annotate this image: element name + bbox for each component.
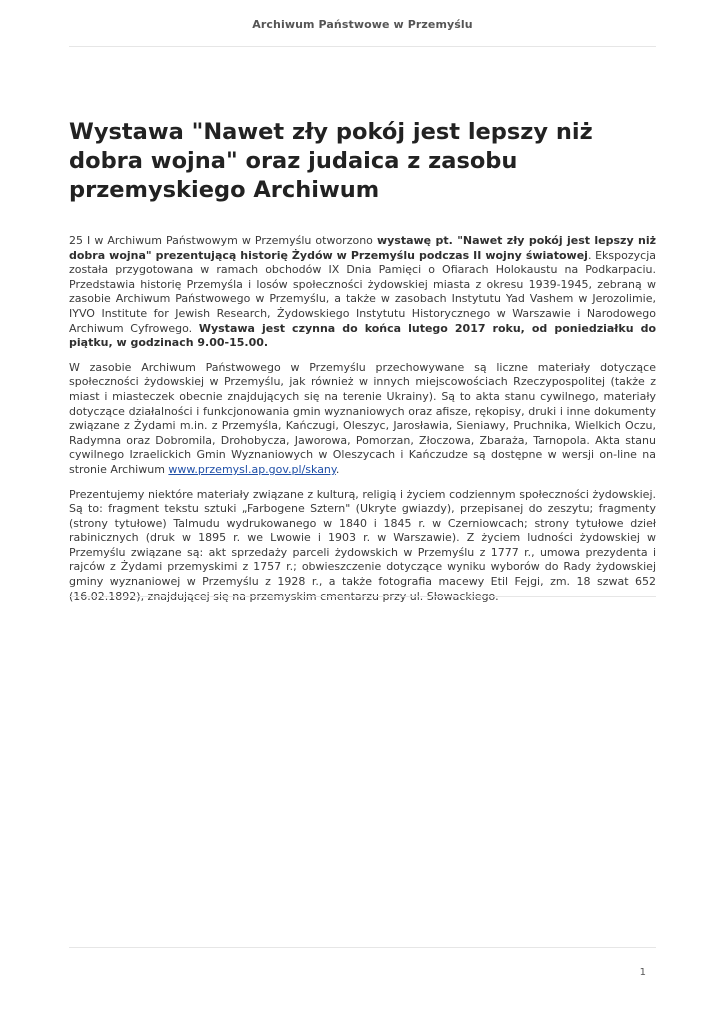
paragraph-text: Prezentujemy niektóre materiały związane z kulturą, religią i życiem codziennym społeczności żydowskiej. Są to: fragment tekstu sztuki „Farbogene Sztern" (Ukryte gwiazdy), przepisanej do zeszytu; fragmenty (strony tytułowe) Talmudu wydrukowanego w 1840 i 1845 r. w Czerniowcach; strony tytułowe dzieł rabinicznych (druk w 1895 r. we Lwowie i 1903 r. w Warszawie). Z życiem ludności żydowskiej w Przemyślu związane są: akt sprzedaży parceli żydowskich w Przemyślu z 1777 r., umowa prezydenta i rajców z Żydami przemyskimi z 1757 r.; obwieszczenie dotyczące wyniku wyborów do Rady żydowskiej gminy wyznaniowej w Przemyślu z 1928 r., a także fotografia macewy Etil Fejgi, zm. 18 szwat 652 (16.02.1892), znajdującej się na przemyskim cmentarzu przy ul. Słowackiego. bbox=[69, 487, 656, 603]
article-paragraph-3 bbox=[69, 488, 656, 605]
paragraph-text: 25 I w Archiwum Państwowym w Przemyślu otworzono bbox=[69, 234, 377, 247]
article-paragraph-1 bbox=[69, 234, 656, 351]
paragraph-text: . Ekspozycja została przygotowana w ramach obchodów IX Dnia Pamięci o Ofiarach Holokaustu na Podkarpaciu. Przedstawia historię Przemyśla i losów społeczności żydowskiej miasta z okresu 1939-1945, zebraną w zasobie Archiwum Państwowego w Przemyślu, a także w zasobach Instytutu Yad Vashem w Jerozolimie, IYVO Institute for Jewish Research, Żydowskiego Instytutu Historycznego w Warszawie i Narodowego Archiwum Cyfrowego. bbox=[69, 248, 656, 335]
article-title: Wystawa "Nawet zły pokój jest lepszy niż dobra wojna" oraz judaica z zasobu przemyskiego Archiwum bbox=[69, 119, 593, 203]
paragraph-bold-text: Wystawa jest czynna do końca lutego 2017 roku, od poniedziałku do piątku, w godzinach 9.00-15.00. bbox=[69, 321, 656, 350]
page-header bbox=[69, 0, 656, 47]
footer-divider bbox=[69, 947, 656, 948]
article-paragraph-2 bbox=[69, 361, 656, 478]
content-divider bbox=[69, 596, 656, 597]
paragraph-text: . bbox=[335, 462, 340, 476]
paragraph-text: W zasobie Archiwum Państwowego w Przemyślu przechowywane są liczne materiały dotyczące społeczności żydowskiej w Przemyślu, jak również w innych miejscowościach Rzeczypospolitej (także z miast i miasteczek obecnie znajdujących się na terenie Ukrainy). Są to akta stanu cywilnego, materiały dotyczące działalności i funkcjonowania gmin wyznaniowych oraz afisze, rękopisy, druki i inne dokumenty związane z Żydami m.in. z Przemyśla, Kańczugi, Oleszyc, Jarosławia, Sieniawy, Pruchnika, Wielkich Oczu, Radymna oraz Dobromila, Drohobycza, Jaworowa, Pomorzan, Złoczowa, Zbaraża, Tarnopola. Akta stanu cywilnego Izraelickich Gmin Wyznaniowych w Oleszycach i Kańczudze są dostępne w wersji on-line na stronie Archiwum bbox=[69, 360, 656, 476]
page-number: 1 bbox=[639, 967, 646, 978]
header-title: Archiwum Państwowe w Przemyślu bbox=[252, 18, 473, 31]
paragraph-bold-text: wystawę pt. "Nawet zły pokój jest lepszy niż dobra wojna" prezentującą historię Żydów w Przemyślu podczas II wojny światowej bbox=[69, 234, 656, 262]
archive-scans-link[interactable]: www.przemysl.ap.gov.pl/skany bbox=[168, 462, 336, 476]
article-content bbox=[69, 118, 656, 604]
